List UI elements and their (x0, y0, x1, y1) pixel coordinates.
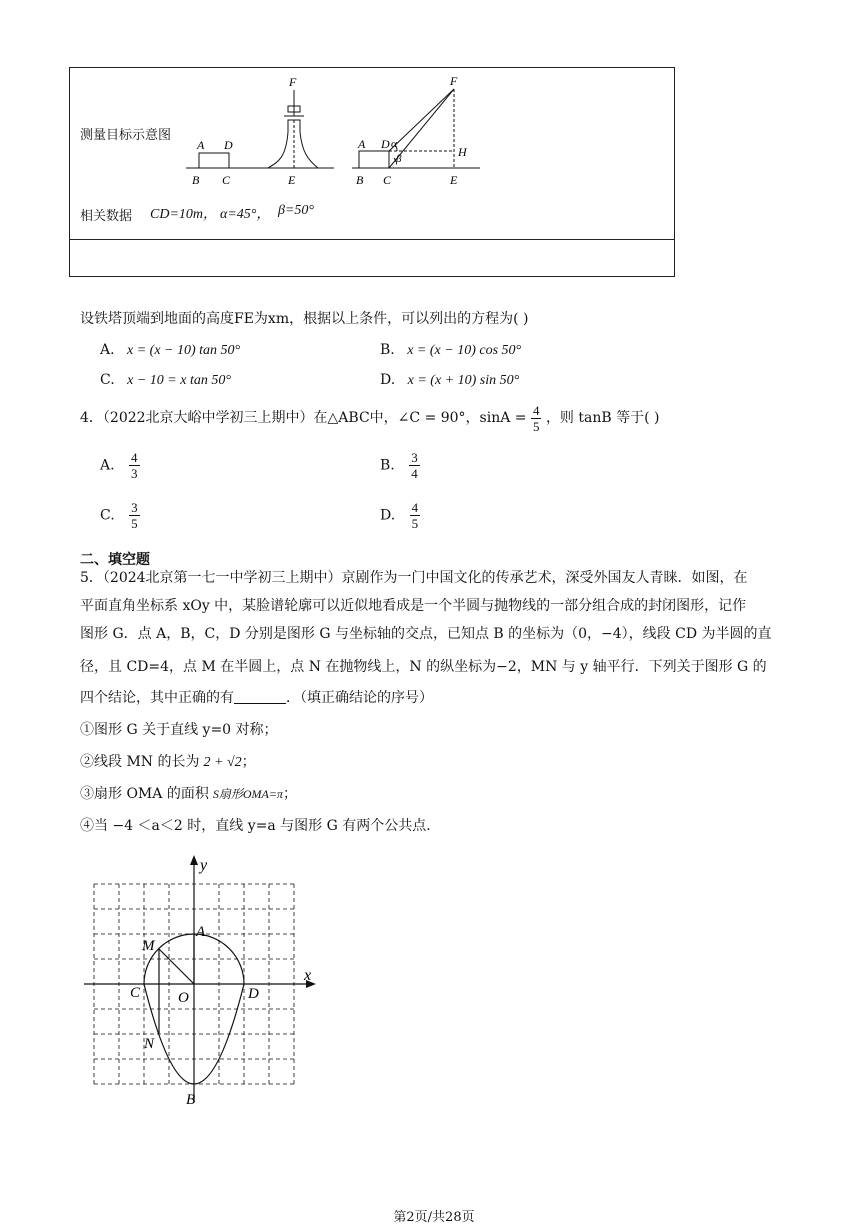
q5-conclusion-1: ①图形 G 关于直线 y=0 对称； (80, 722, 278, 738)
graph-label-y: y (200, 857, 208, 874)
q5-line2: 平面直角坐标系 xOy 中，某脸谱轮廓可以近似地看成是一个半圆与抛物线的一部分组合成的封闭图形，记作 (80, 598, 747, 614)
q4-option-a: A. $\frac{4}{3}$ (100, 450, 138, 481)
fig2-label-E: E (450, 173, 458, 187)
q3-option-a: A. x = (x − 10) tan 50° (100, 342, 241, 358)
table-row2-label: 相关数据 (80, 209, 133, 224)
fig1-label-F: F (289, 75, 297, 89)
fig2-label-B: B (356, 173, 364, 187)
data-cd: CD=10m， (150, 207, 218, 222)
q5-conclusion-2: ②线段 MN 的长为 2 + √2； (80, 754, 256, 770)
q5-line5: 四个结论，其中正确的有 ．（填正确结论的序号） (80, 690, 433, 706)
fig2-label-F: F (450, 74, 458, 88)
fig1-label-C: C (222, 173, 231, 187)
angle-diagram-figure (350, 72, 490, 192)
graph-label-N: N (144, 1036, 155, 1052)
fig2-label-H: H (458, 145, 467, 159)
graph-label-B: B (186, 1092, 196, 1108)
q3-option-c: C. x − 10 = x tan 50° (100, 372, 231, 388)
q5-line3: 图形 G．点 A，B，C，D 分别是图形 G 与坐标轴的交点，已知点 B 的坐标为（0，−4），线段 CD 为半圆的直 (80, 626, 772, 642)
q5-line4: 径，且 CD=4，点 M 在半圆上，点 N 在抛物线上，N 的纵坐标为−2，MN 与 y 轴平行．下列关于图形 G 的 (80, 659, 767, 675)
fig1-label-D: D (224, 138, 233, 152)
fig1-label-B: B (192, 173, 200, 187)
data-alpha: α=45°， (220, 207, 271, 222)
tower-schematic-figure (184, 72, 344, 192)
fig1-label-A: A (197, 138, 205, 152)
q4-stem: 4．（2022北京大峪中学初三上期中）在△ABC中，∠C = 90°，sinA = $\frac{4}{5}$ ，则 tanB 等于( ) (80, 402, 660, 434)
fig2-label-D: D (381, 137, 390, 151)
graph-label-D: D (248, 986, 259, 1002)
page-footer: 第2页/共28页 (393, 1210, 475, 1225)
fig2-label-A: A (358, 137, 366, 151)
graph-label-C: C (130, 985, 141, 1001)
fig2-label-beta: β (396, 153, 402, 165)
table-row1-label: 测量目标示意图 (80, 128, 172, 143)
q5-conclusion-4: ④当 −4 ＜a＜2 时，直线 y=a 与图形 G 有两个公共点． (80, 818, 441, 834)
q3-stem: 设铁塔顶端到地面的高度FE为xm，根据以上条件，可以列出的方程为( ) (80, 311, 529, 327)
q4-option-c: C. $\frac{3}{5}$ (100, 500, 138, 531)
graph-label-O: O (178, 990, 189, 1006)
graph-label-x: x (304, 967, 312, 984)
fig1-label-E: E (288, 173, 296, 187)
section-title-fill-blank: 二、填空题 (80, 552, 150, 568)
q4-option-b: B. $\frac{3}{4}$ (380, 450, 418, 481)
q3-option-b: B. x = (x − 10) cos 50° (380, 342, 522, 358)
table-divider (70, 239, 674, 240)
q5-line1: 5．（2024北京第一七一中学初三上期中）京剧作为一门中国文化的传承艺术，深受外国友人青睐．如图，在 (80, 570, 748, 586)
graph-label-M: M (142, 938, 155, 954)
measurement-table (69, 67, 675, 277)
face-outline-graph (80, 852, 330, 1108)
q5-conclusion-3: ③扇形 OMA 的面积 S扇形OMA=π； (80, 786, 297, 802)
q3-option-d: D. x = (x + 10) sin 50° (380, 372, 520, 388)
fig2-label-C: C (383, 173, 392, 187)
graph-label-A: A (196, 924, 206, 940)
answer-blank (234, 689, 286, 704)
data-beta: β=50° (278, 203, 315, 218)
q4-option-d: D. $\frac{4}{5}$ (380, 500, 419, 531)
fig2-label-alpha: α (391, 138, 397, 150)
